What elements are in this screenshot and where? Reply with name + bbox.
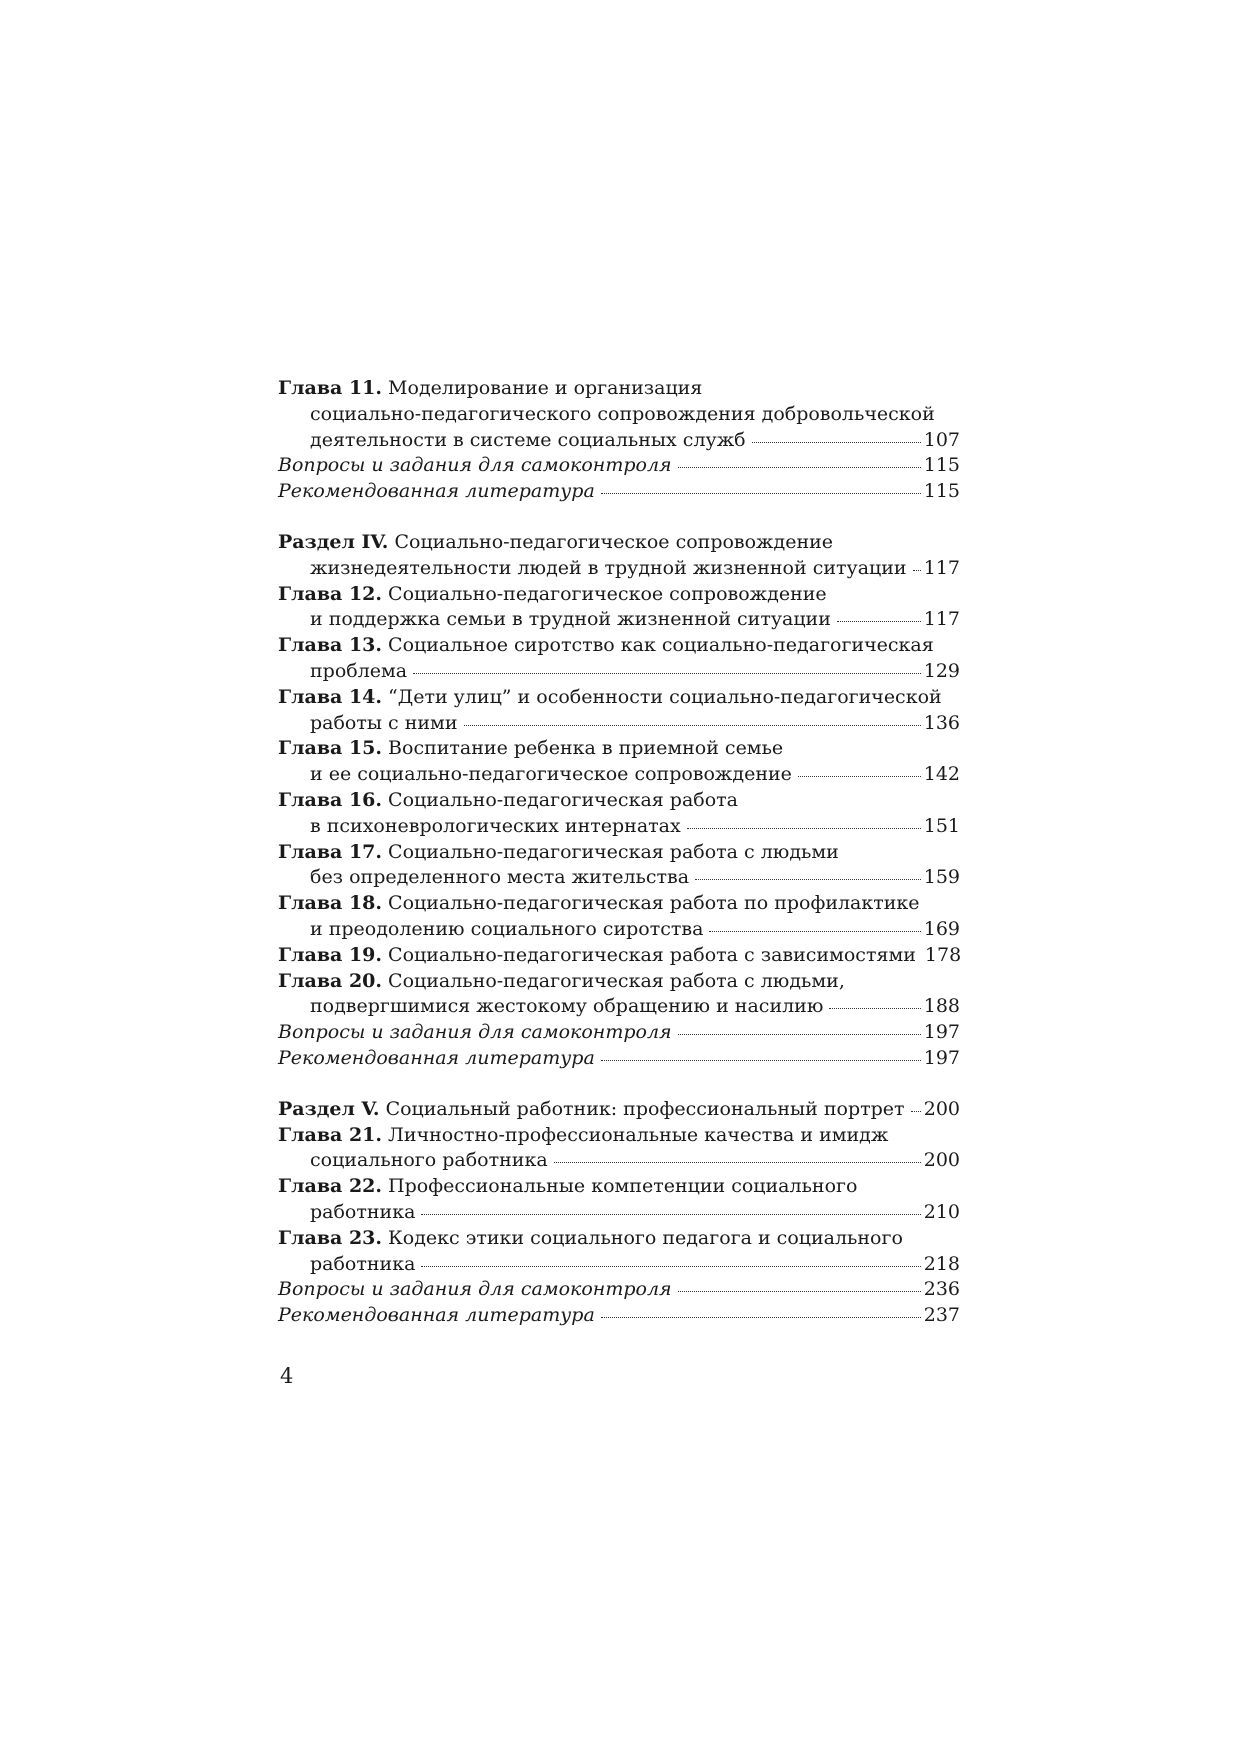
- entry-title-continued: работы с ними: [310, 711, 458, 734]
- toc-entry-literature: [278, 1046, 960, 1072]
- entry-prefix: Глава 12.: [278, 582, 383, 605]
- dot-leader: [911, 1105, 921, 1112]
- page-ref: 210: [923, 1200, 960, 1223]
- toc-entry-chapter-13: [278, 633, 960, 685]
- page-ref: 117: [923, 556, 960, 579]
- entry-title: Социально-педагогическая работа с людьми,: [382, 969, 845, 992]
- page-ref: 178: [924, 943, 962, 966]
- entry-title: Вопросы и задания для самоконтроля: [278, 1021, 672, 1044]
- entry-prefix: Глава 19.: [278, 943, 383, 966]
- entry-title-continued: без определенного места жительства: [310, 866, 690, 889]
- toc-entry-chapter-16: [278, 788, 960, 840]
- entry-title: Рекомендованная литература: [278, 1046, 595, 1069]
- entry-title: Моделирование и организация: [382, 377, 703, 399]
- entry-title-continued: социально-педагогического сопровождения добровольческой: [310, 402, 935, 425]
- entry-prefix: Глава 11.: [278, 377, 383, 399]
- toc-entry-chapter-15: [278, 736, 960, 788]
- entry-prefix: Глава 17.: [278, 840, 383, 863]
- entry-title-continued: деятельности в системе социальных служб: [310, 428, 746, 451]
- dot-leader: [413, 667, 921, 674]
- dot-leader: [464, 719, 921, 726]
- entry-title-continued: работника: [310, 1252, 416, 1275]
- toc-entry-questions: [278, 1277, 960, 1303]
- toc-entry-questions: [278, 1020, 960, 1046]
- entry-prefix: Глава 14.: [278, 685, 383, 708]
- page-ref: 129: [923, 659, 960, 682]
- entry-title-continued: подвергшимися жестокому обращению и насилию: [310, 995, 824, 1018]
- page-ref: 107: [923, 428, 960, 451]
- entry-title-continued: работника: [310, 1200, 416, 1223]
- toc-entry-chapter-14: [278, 685, 960, 737]
- entry-title: Вопросы и задания для самоконтроля: [278, 454, 672, 477]
- table-of-contents: [278, 376, 960, 1329]
- dot-leader: [554, 1156, 921, 1163]
- dot-leader: [709, 925, 920, 932]
- page-ref: 237: [923, 1304, 960, 1327]
- entry-prefix: Глава 16.: [278, 788, 383, 811]
- entry-title: Профессиональные компетенции социального: [382, 1175, 858, 1198]
- page-ref: 136: [923, 711, 960, 734]
- entry-title: Социальный работник: профессиональный портрет: [379, 1097, 905, 1120]
- entry-title-continued: и преодолению социального сиротства: [310, 917, 704, 940]
- toc-entry-chapter-19: [278, 943, 960, 969]
- page-ref: 151: [923, 814, 960, 837]
- entry-title-continued: проблема: [310, 659, 408, 682]
- toc-entry-chapter-23: [278, 1226, 960, 1278]
- page-ref: 159: [923, 866, 960, 889]
- entry-prefix: Глава 21.: [278, 1123, 383, 1146]
- entry-title: Рекомендованная литература: [278, 1304, 595, 1327]
- entry-prefix: Глава 20.: [278, 969, 383, 992]
- dot-leader: [837, 615, 921, 622]
- dot-leader: [678, 461, 921, 468]
- toc-entry-chapter-21: [278, 1123, 960, 1175]
- page-ref: 117: [923, 608, 960, 631]
- dot-leader: [601, 1311, 921, 1318]
- entry-title: Социально-педагогическая работа с людьми: [382, 840, 839, 863]
- page-ref: 236: [923, 1278, 960, 1301]
- dot-leader: [678, 1028, 921, 1035]
- page-ref: 200: [923, 1097, 960, 1120]
- toc-entry-chapter-12: [278, 582, 960, 634]
- entry-title: Кодекс этики социального педагога и социального: [382, 1226, 903, 1249]
- dot-leader: [687, 822, 921, 829]
- page-ref: 169: [923, 917, 960, 940]
- entry-title: Рекомендованная литература: [278, 480, 595, 503]
- page-ref: 188: [923, 995, 960, 1018]
- entry-title: Вопросы и задания для самоконтроля: [278, 1278, 672, 1301]
- entry-title: Социально-педагогическая работа по профилактике: [382, 892, 920, 915]
- dot-leader: [829, 1002, 920, 1009]
- dot-leader: [601, 487, 921, 494]
- toc-entry-literature: [278, 479, 960, 505]
- toc-entry-chapter-20: [278, 969, 960, 1021]
- dot-leader: [421, 1208, 920, 1215]
- page-ref: 197: [923, 1046, 960, 1069]
- page-ref: 200: [923, 1149, 960, 1172]
- toc-entry-section-5: [278, 1097, 960, 1123]
- entry-prefix: Глава 18.: [278, 892, 383, 915]
- page-ref: 115: [923, 454, 960, 477]
- entry-title-continued: и ее социально-педагогическое сопровождение: [310, 763, 792, 786]
- entry-prefix: Глава 15.: [278, 737, 383, 760]
- entry-title-continued: социального работника: [310, 1149, 548, 1172]
- toc-entry-chapter-18: [278, 891, 960, 943]
- toc-entry-chapter-11: [278, 376, 960, 453]
- entry-title: Социально-педагогическое сопровождение: [382, 582, 827, 605]
- entry-title: Социальное сиротство как социально-педагогическая: [382, 634, 934, 657]
- entry-title-continued: в психоневрологических интернатах: [310, 814, 681, 837]
- toc-entry-chapter-22: [278, 1174, 960, 1226]
- dot-leader: [913, 564, 921, 571]
- entry-prefix: Раздел V.: [278, 1097, 380, 1120]
- entry-title: Воспитание ребенка в приемной семье: [382, 737, 784, 760]
- page-number: 4: [280, 1364, 294, 1388]
- dot-leader: [752, 436, 921, 443]
- dot-leader: [601, 1054, 921, 1061]
- page-ref: 115: [923, 480, 960, 503]
- entry-title: Социально-педагогическая работа: [382, 788, 739, 811]
- dot-leader: [421, 1260, 920, 1267]
- entry-title: Социально-педагогическая работа с зависимостями: [382, 943, 916, 966]
- entry-prefix: Раздел IV.: [278, 530, 389, 553]
- page-ref: 142: [923, 763, 960, 786]
- entry-title: Социально-педагогическое сопровождение: [388, 530, 834, 553]
- dot-leader: [678, 1285, 921, 1292]
- entry-prefix: Глава 13.: [278, 634, 383, 657]
- toc-entry-questions: [278, 453, 960, 479]
- page-ref: 218: [923, 1252, 960, 1275]
- toc-entry-chapter-17: [278, 840, 960, 892]
- entry-title-continued: жизнедеятельности людей в трудной жизненной ситуации: [310, 556, 907, 579]
- entry-title-continued: и поддержка семьи в трудной жизненной ситуации: [310, 608, 831, 631]
- toc-entry-section-4: [278, 530, 960, 582]
- entry-prefix: Глава 22.: [278, 1175, 383, 1198]
- entry-title: “Дети улиц” и особенности социально-педагогической: [382, 685, 942, 708]
- toc-entry-literature: [278, 1303, 960, 1329]
- dot-leader: [695, 873, 921, 880]
- page-ref: 197: [923, 1021, 960, 1044]
- entry-prefix: Глава 23.: [278, 1226, 383, 1249]
- dot-leader: [798, 770, 921, 777]
- entry-title: Личностно-профессиональные качества и имидж: [382, 1123, 889, 1146]
